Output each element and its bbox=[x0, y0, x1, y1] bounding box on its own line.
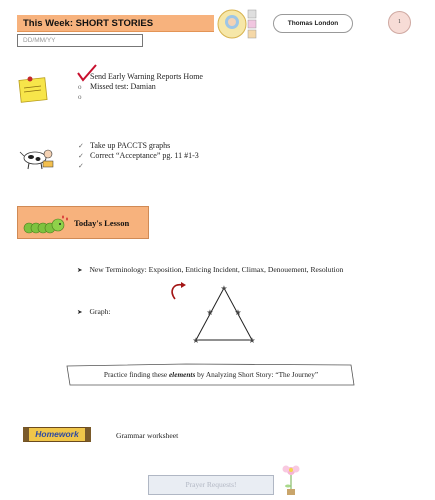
admin-list bbox=[78, 72, 203, 102]
lesson-banner bbox=[17, 206, 149, 239]
list-marker: o bbox=[78, 93, 82, 101]
practice-text bbox=[66, 363, 356, 387]
graph-label: Graph: bbox=[89, 307, 111, 316]
terminology-text: New Terminology: Exposition, Enticing Incident, Climax, Denouement, Resolution bbox=[89, 265, 344, 274]
list-item-text: Take up PACCTS graphs bbox=[90, 141, 171, 150]
cartoon-girl-icon bbox=[216, 6, 260, 42]
practice-emphasis: elements bbox=[168, 370, 196, 379]
lesson-title: Today's Lesson bbox=[74, 218, 130, 228]
cow-icon bbox=[17, 145, 57, 171]
list-item-text: Correct “Acceptance” pg. 11 #1-3 bbox=[90, 151, 199, 160]
arrow-bullet-icon: ➤ bbox=[77, 309, 83, 316]
list-item bbox=[78, 72, 203, 82]
svg-text:★: ★ bbox=[248, 336, 256, 345]
arrow-bullet-icon: ➤ bbox=[77, 267, 83, 274]
homework-text: Grammar worksheet bbox=[116, 431, 179, 440]
list-item bbox=[78, 82, 203, 92]
practice-prefix: Practice finding these bbox=[103, 370, 169, 379]
practice-banner bbox=[66, 363, 356, 385]
homework-badge: Homework bbox=[23, 427, 91, 442]
check-icon: ✓ bbox=[78, 162, 84, 170]
svg-text:★: ★ bbox=[220, 284, 228, 293]
list-item bbox=[78, 161, 199, 171]
check-icon: ✓ bbox=[78, 152, 84, 160]
practice-suffix: by Analyzing Short Story: “The Journey” bbox=[195, 370, 319, 379]
list-item bbox=[78, 141, 199, 151]
svg-text:★: ★ bbox=[234, 308, 242, 317]
svg-text:★: ★ bbox=[192, 336, 200, 345]
terminology-line bbox=[77, 265, 343, 274]
list-item bbox=[78, 92, 203, 102]
check-icon: ✓ bbox=[78, 142, 84, 150]
svg-text:★: ★ bbox=[206, 308, 214, 317]
list-item bbox=[78, 151, 199, 161]
sticky-note-icon bbox=[17, 74, 49, 104]
prayer-requests-box[interactable]: Prayer Requests! bbox=[148, 475, 274, 495]
task-list bbox=[78, 141, 199, 171]
week-title-banner: This Week: SHORT STORIES bbox=[17, 15, 214, 32]
list-item-text: Send Early Warning Reports Home bbox=[90, 72, 203, 81]
list-item-text: Missed test: Damian bbox=[90, 82, 156, 91]
list-marker: o bbox=[78, 83, 82, 91]
page-number-badge: 1 bbox=[388, 11, 411, 34]
graph-line bbox=[77, 307, 111, 316]
flower-icon bbox=[279, 462, 303, 496]
date-field[interactable]: DD/MM/YY bbox=[17, 34, 143, 47]
teacher-name: Thomas London bbox=[273, 14, 353, 33]
caterpillar-icon bbox=[21, 214, 71, 236]
plot-diagram-triangle bbox=[188, 282, 260, 348]
